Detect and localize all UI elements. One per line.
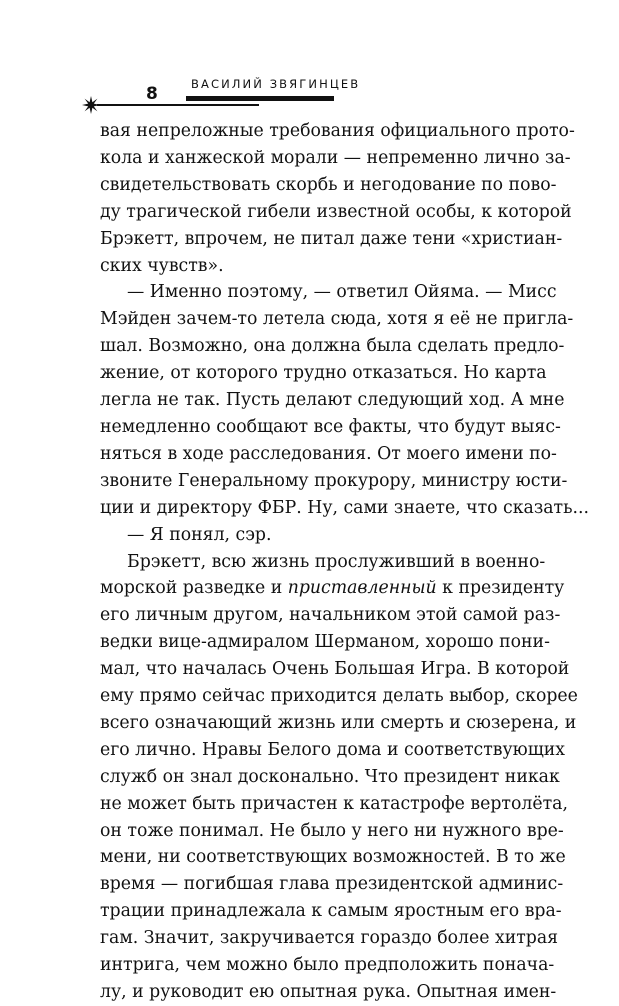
text-fragment: морской разведке и	[100, 578, 288, 599]
text-line: мал, что началась Очень Большая Игра. В которой	[100, 659, 570, 680]
text-line: Брэкетт, впрочем, не питал даже тени «христиан-	[100, 228, 563, 249]
text-line: всего означающий жизнь или смерть и сюзерена, и	[100, 712, 577, 733]
text-line: он тоже понимал. Не было у него ни нужного вре-	[100, 820, 564, 841]
text-line: кола и ханжеской морали — непременно лично за-	[100, 147, 571, 168]
text-line: ду трагической гибели известной особы, к которой	[100, 201, 572, 222]
text-line: легла не так. Пусть делают следующий ход. А мне	[100, 390, 565, 411]
text-line: трации принадлежала к самым яростным его вра-	[100, 901, 562, 922]
author-underline	[186, 96, 334, 101]
italic-emphasis: приставленный	[287, 578, 437, 599]
text-line: мени, ни соответствующих возможностей. В то же	[100, 847, 566, 868]
text-line: свидетельствовать скорбь и негодование по пово-	[100, 174, 557, 195]
text-line: его личным другом, начальником этой самой раз-	[100, 605, 561, 626]
star-ornament-icon	[82, 96, 100, 114]
text-fragment: к президенту	[436, 578, 565, 599]
body-text	[100, 118, 589, 1006]
text-line: служб он знал досконально. Что президент никак	[100, 766, 560, 787]
text-line: Мэйден зачем-то летела сюда, хотя я её не пригла-	[100, 309, 574, 330]
text-line: его лично. Нравы Белого дома и соответствующих	[100, 739, 566, 760]
running-head-author: ВАСИЛИЙ ЗВЯГИНЦЕВ	[191, 77, 361, 91]
text-line: интрига, чем можно было предположить понача-	[100, 955, 555, 976]
text-line: время — погибшая глава президентской админис-	[100, 874, 564, 895]
text-line: не может быть причастен к катастрофе вертолёта,	[100, 793, 568, 814]
header-rule	[97, 104, 259, 106]
text-line: шал. Возможно, она должна была сделать предло-	[100, 336, 565, 357]
text-line: гам. Значит, закручивается гораздо более хитрая	[100, 928, 559, 949]
text-line: — Я понял, сэр.	[127, 524, 272, 545]
text-line: звоните Генеральному прокурору, министру юсти-	[100, 470, 568, 491]
running-header	[0, 0, 619, 110]
text-line: — Именно поэтому, — ответил Ойяма. — Мисс	[127, 282, 557, 303]
text-line: жение, от которого трудно отказаться. Но карта	[100, 363, 547, 384]
text-line	[100, 575, 565, 602]
text-line: немедленно сообщают все факты, что будут выяс-	[100, 416, 561, 437]
text-line: ему прямо сейчас приходится делать выбор, скорее	[100, 686, 578, 707]
text-line: ских чувств».	[100, 255, 224, 276]
text-line: ведки вице-адмиралом Шерманом, хорошо пони-	[100, 632, 550, 653]
text-line: Брэкетт, всю жизнь прослуживший в военно-	[127, 551, 546, 572]
text-line: вая непреложные требования официального прото-	[100, 121, 575, 141]
text-line: ции и директору ФБР. Ну, сами знаете, что сказать...	[100, 497, 589, 518]
text-line: няться в ходе расследования. От моего имени по-	[100, 443, 557, 464]
page-number: 8	[146, 84, 158, 104]
text-line: лу, и руководит ею опытная рука. Опытная имен-	[100, 982, 557, 1002]
